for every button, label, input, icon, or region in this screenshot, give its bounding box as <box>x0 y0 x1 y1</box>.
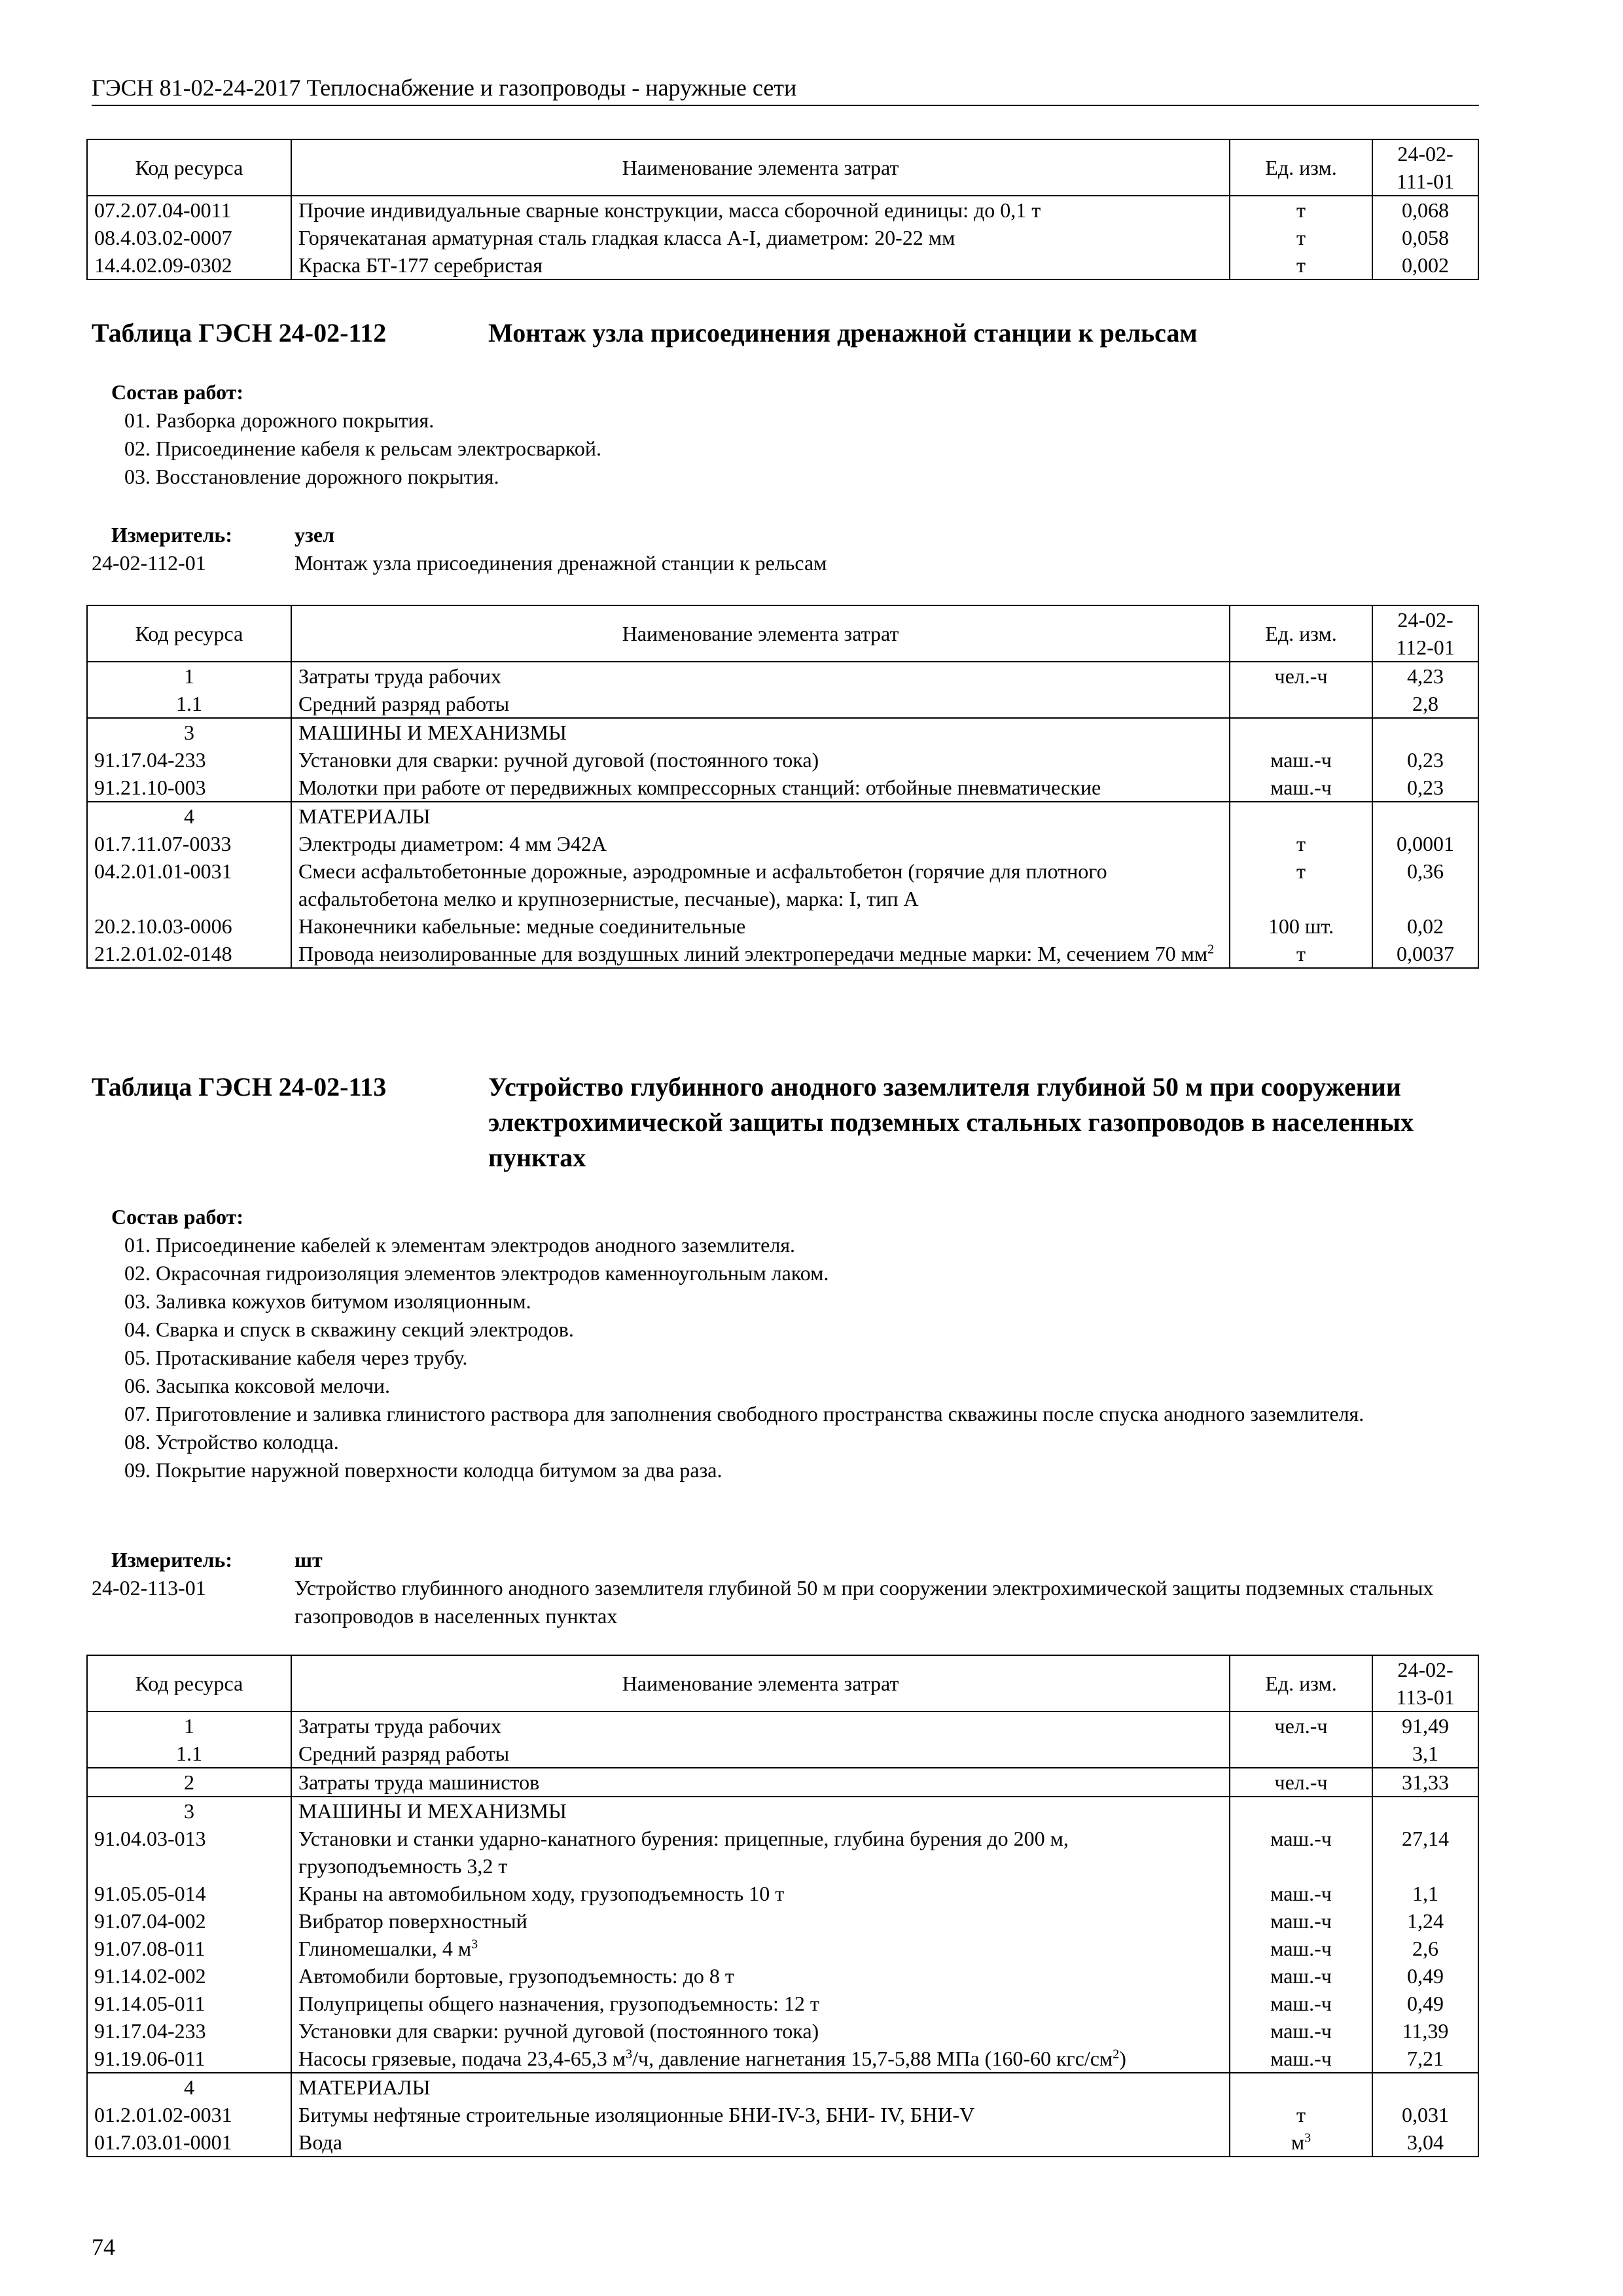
table-row: 21.2.01.02-0148 Провода неизолированные для воздушных линий электропередачи медные марки: М, сечением 70 $мм^2$ т 0,0037 <box>87 940 1478 968</box>
page-number: 74 <box>92 2234 115 2260</box>
col-value-header: 24-02- 111-01 <box>1372 139 1478 196</box>
table-row: 3 МАШИНЫ И МЕХАНИЗМЫ <box>87 1797 1478 1825</box>
col-unit-header: Ед. изм. <box>1230 1655 1372 1712</box>
col-unit-header: Ед. изм. <box>1230 139 1372 196</box>
work-item: 08. Устройство колодца. <box>124 1430 339 1454</box>
item-code: 24-02-112-01 <box>92 551 206 575</box>
work-item: 01. Присоединение кабелей к элементам электродов анодного заземлителя. <box>124 1233 796 1257</box>
table-row: 91.17.04-233 Установки для сварки: ручной дуговой (постоянного тока) маш.-ч 11,39 <box>87 2017 1478 2045</box>
col-value-header: 24-02- 113-01 <box>1372 1655 1478 1712</box>
col-name-header: Наименование элемента затрат <box>291 1655 1230 1712</box>
table-row: 01.7.03.01-0001 Вода $м^3$ 3,04 <box>87 2128 1478 2157</box>
works-label: Состав работ: <box>111 380 244 404</box>
table-row: 4 МАТЕРИАЛЫ <box>87 2073 1478 2101</box>
col-code-header: Код ресурса <box>87 1655 291 1712</box>
table-row: 91.21.10-003 Молотки при работе от передвижных компрессорных станций: отбойные пневматические маш.-ч 0,23 <box>87 774 1478 802</box>
table-title-112: Таблица ГЭСН 24-02-112 <box>92 318 387 348</box>
table-row: 14.4.02.09-0302 Краска БТ-177 серебристая т 0,002 <box>87 251 1478 279</box>
work-item: 07. Приготовление и заливка глинистого раствора для заполнения свободного пространства скважины после спуска анодного заземлителя. <box>124 1402 1364 1426</box>
table-row: 91.19.06-011 Насосы грязевые, подача 23,4-65,3 $м^3/ч$, давление нагнетания 15,7-5,88 МПа (160-60 кгс/$см^2$) маш.-ч 7,21 <box>87 2045 1478 2073</box>
meter-value: узел <box>294 523 335 547</box>
table-row: 2 Затраты труда машинистов чел.-ч 31,33 <box>87 1768 1478 1797</box>
meter-label: Измеритель: <box>111 1548 232 1571</box>
work-item: 02. Присоединение кабеля к рельсам электросваркой. <box>124 437 601 460</box>
table-row: 91.14.02-002 Автомобили бортовые, грузоподъемность: до 8 т маш.-ч 0,49 <box>87 1962 1478 1990</box>
table-row: 01.7.11.07-0033 Электроды диаметром: 4 мм Э42А т 0,0001 <box>87 830 1478 857</box>
works-112 <box>92 378 601 491</box>
table-row: 4 МАТЕРИАЛЫ <box>87 802 1478 830</box>
works-label: Состав работ: <box>111 1205 244 1229</box>
table-row: 1.1 Средний разряд работы 3,1 <box>87 1740 1478 1768</box>
table-row: 91.07.08-011 Глиномешалки, 4 $м^3$ маш.-ч 2,6 <box>87 1935 1478 1962</box>
col-unit-header: Ед. изм. <box>1230 605 1372 662</box>
table-row: 1.1 Средний разряд работы 2,8 <box>87 690 1478 718</box>
col-code-header: Код ресурса <box>87 139 291 196</box>
meter-113 <box>92 1546 1486 1630</box>
table-24-02-111 <box>86 139 1479 280</box>
work-item: 03. Восстановление дорожного покрытия. <box>124 465 499 488</box>
work-item: 09. Покрытие наружной поверхности колодца битумом за два раза. <box>124 1458 722 1482</box>
work-item: 05. Протаскивание кабеля через трубу. <box>124 1346 468 1369</box>
meter-112 <box>92 521 1486 577</box>
table-row: 20.2.10.03-0006 Наконечники кабельные: медные соединительные 100 шт. 0,02 <box>87 912 1478 940</box>
table-row: 08.4.03.02-0007 Горячекатаная арматурная сталь гладкая класса А-I, диаметром: 20-22 мм т 0,058 <box>87 224 1478 251</box>
table-row: 07.2.07.04-0011 Прочие индивидуальные сварные конструкции, масса сборочной единицы: до 0,1 т т 0,068 <box>87 196 1478 224</box>
table-row: 1 Затраты труда рабочих чел.-ч 91,49 <box>87 1712 1478 1740</box>
table-row: 1 Затраты труда рабочих чел.-ч 4,23 <box>87 662 1478 690</box>
table-24-02-113 <box>86 1655 1479 2157</box>
item-name: Монтаж узла присоединения дренажной станции к рельсам <box>294 551 827 575</box>
work-item: 04. Сварка и спуск в скважину секций электродов. <box>124 1318 574 1341</box>
meter-label: Измеритель: <box>111 523 232 547</box>
table-row: 91.17.04-233 Установки для сварки: ручной дуговой (постоянного тока) маш.-ч 0,23 <box>87 746 1478 774</box>
table-name-113: Устройство глубинного анодного заземлителя глубиной 50 м при сооружении электрохимической защиты подземных стальных газопроводов в населенных пунктах <box>488 1072 1414 1172</box>
col-value-header: 24-02- 112-01 <box>1372 605 1478 662</box>
item-code: 24-02-113-01 <box>92 1576 206 1600</box>
table-row: 91.07.04-002 Вибратор поверхностный маш.-ч 1,24 <box>87 1907 1478 1935</box>
running-header: ГЭСН 81-02-24-2017 Теплоснабжение и газопроводы - наружные сети <box>92 73 1479 106</box>
works-113 <box>92 1203 1433 1484</box>
table-name-112: Монтаж узла присоединения дренажной станции к рельсам <box>488 318 1198 348</box>
table-row: 91.05.05-014 Краны на автомобильном ходу, грузоподъемность 10 т маш.-ч 1,1 <box>87 1880 1478 1907</box>
work-item: 01. Разборка дорожного покрытия. <box>124 408 435 432</box>
item-name: Устройство глубинного анодного заземлителя глубиной 50 м при сооружении электрохимической защиты подземных стальных газопроводов в населенных пунктах <box>294 1576 1434 1628</box>
work-item: 06. Засыпка коксовой мелочи. <box>124 1374 391 1397</box>
work-item: 02. Окрасочная гидроизоляция элементов электродов каменноугольным лаком. <box>124 1261 829 1285</box>
table-row: 01.2.01.02-0031 Битумы нефтяные строительные изоляционные БНИ-IV-3, БНИ- IV, БНИ-V т 0,031 <box>87 2101 1478 2128</box>
work-item: 03. Заливка кожухов битумом изоляционным. <box>124 1289 531 1313</box>
col-name-header: Наименование элемента затрат <box>291 139 1230 196</box>
table-row: 3 МАШИНЫ И МЕХАНИЗМЫ <box>87 718 1478 746</box>
table-title-113: Таблица ГЭСН 24-02-113 <box>92 1072 387 1102</box>
table-row: 91.14.05-011 Полуприцепы общего назначения, грузоподъемность: 12 т маш.-ч 0,49 <box>87 1990 1478 2017</box>
table-row: 04.2.01.01-0031 Смеси асфальтобетонные дорожные, аэродромные и асфальтобетон (горячие для плотного асфальтобетона мелко и крупнозернистые, песчаные), марка: I, тип А т 0,36 <box>87 857 1478 912</box>
meter-value: шт <box>294 1548 323 1571</box>
col-name-header: Наименование элемента затрат <box>291 605 1230 662</box>
table-24-02-112 <box>86 605 1479 969</box>
table-row: 91.04.03-013 Установки и станки ударно-канатного бурения: прицепные, глубина бурения до 200 м, грузоподъемность 3,2 т маш.-ч 27,14 <box>87 1825 1478 1880</box>
col-code-header: Код ресурса <box>87 605 291 662</box>
